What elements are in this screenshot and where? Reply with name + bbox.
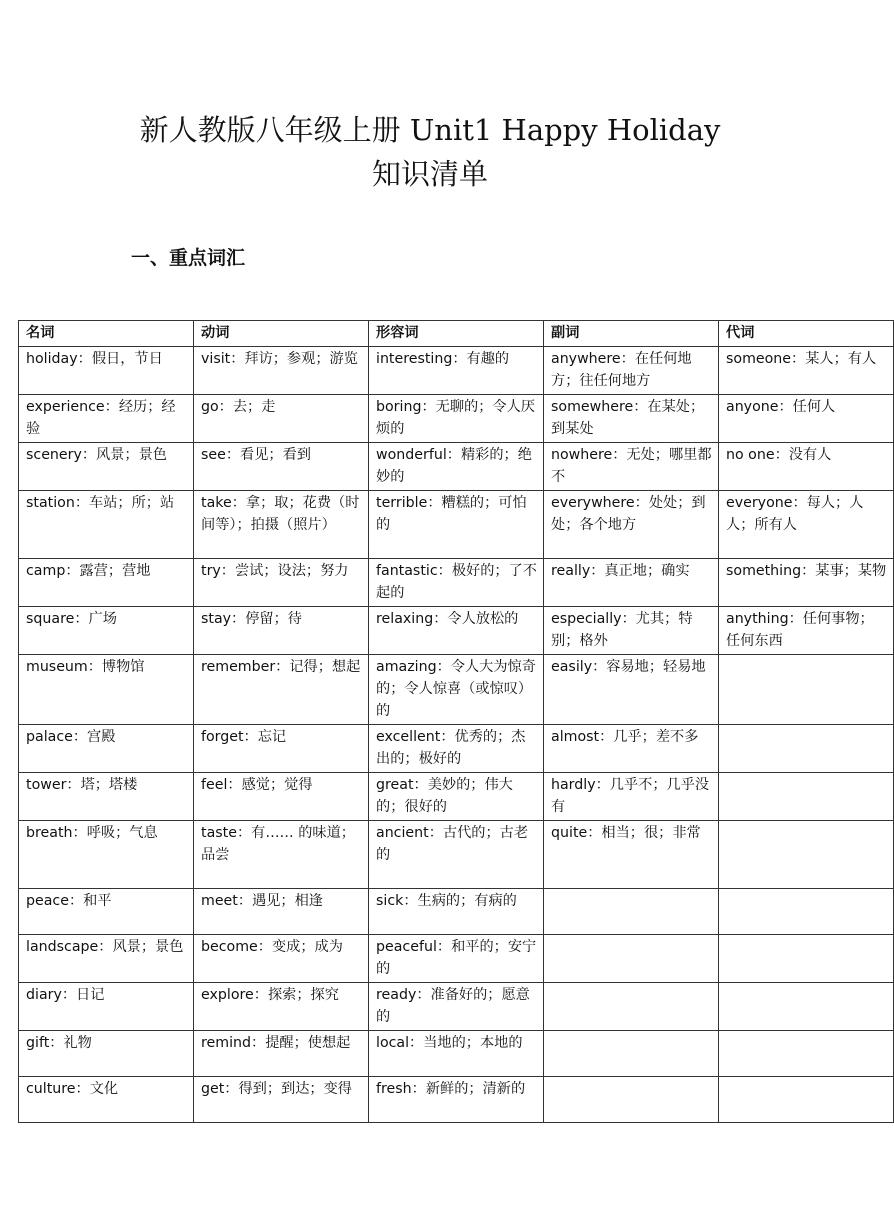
table-row [19,1031,894,1077]
table-row [19,443,894,491]
adjective-cell: great：美妙的；伟大的；很好的 [369,773,544,821]
adjective-cell: excellent：优秀的；杰出的；极好的 [369,725,544,773]
adverb-cell: especially：尤其；特别；格外 [544,607,719,655]
noun-cell: palace：宫殿 [19,725,194,773]
pronoun-cell [719,1031,894,1077]
table-row [19,773,894,821]
verb-cell: forget：忘记 [194,725,369,773]
adverb-cell: easily：容易地；轻易地 [544,655,719,725]
adjective-cell: relaxing：令人放松的 [369,607,544,655]
verb-cell: get：得到；到达；变得 [194,1077,369,1123]
adverb-cell [544,889,719,935]
table-row [19,559,894,607]
adjective-cell: interesting：有趣的 [369,347,544,395]
adjective-cell: fantastic：极好的；了不起的 [369,559,544,607]
pronoun-cell: something：某事；某物 [719,559,894,607]
adjective-cell: local：当地的；本地的 [369,1031,544,1077]
verb-cell: try：尝试；设法；努力 [194,559,369,607]
adjective-cell: ancient：古代的；古老的 [369,821,544,889]
pronoun-cell [719,889,894,935]
verb-cell: remind：提醒；使想起 [194,1031,369,1077]
document-title: 新人教版八年级上册 Unit1 Happy Holiday [139,113,721,147]
vocabulary-table [18,320,894,1123]
adverb-cell: almost：几乎；差不多 [544,725,719,773]
pronoun-cell [719,773,894,821]
noun-cell: landscape：风景；景色 [19,935,194,983]
adjective-cell: sick：生病的；有病的 [369,889,544,935]
verb-cell: remember：记得；想起 [194,655,369,725]
verb-cell: see：看见；看到 [194,443,369,491]
header-adverb: 副词 [544,321,719,347]
header-pronoun: 代词 [719,321,894,347]
table-row [19,935,894,983]
header-noun: 名词 [19,321,194,347]
noun-cell: square：广场 [19,607,194,655]
pronoun-cell: anything：任何事物；任何东西 [719,607,894,655]
adjective-cell: boring：无聊的；令人厌烦的 [369,395,544,443]
adjective-cell: terrible：糟糕的；可怕的 [369,491,544,559]
table-row [19,1077,894,1123]
table-row [19,607,894,655]
header-adjective: 形容词 [369,321,544,347]
adjective-cell: ready：准备好的；愿意的 [369,983,544,1031]
table-row [19,395,894,443]
adjective-cell: wonderful：精彩的；绝妙的 [369,443,544,491]
adverb-cell [544,1031,719,1077]
noun-cell: scenery：风景；景色 [19,443,194,491]
table-row [19,889,894,935]
verb-cell: explore：探索；探究 [194,983,369,1031]
adjective-cell: amazing：令人大为惊奇的；令人惊喜（或惊叹）的 [369,655,544,725]
adverb-cell [544,983,719,1031]
table-row [19,821,894,889]
pronoun-cell: everyone：每人；人人；所有人 [719,491,894,559]
noun-cell: peace：和平 [19,889,194,935]
noun-cell: camp：露营；营地 [19,559,194,607]
adverb-cell: nowhere：无处；哪里都不 [544,443,719,491]
noun-cell: museum：博物馆 [19,655,194,725]
section-heading: 一、重点词汇 [131,247,246,269]
table-header-row [19,321,894,347]
adverb-cell: everywhere：处处；到处；各个地方 [544,491,719,559]
noun-cell: culture：文化 [19,1077,194,1123]
verb-cell: go：去；走 [194,395,369,443]
adjective-cell: peaceful：和平的；安宁的 [369,935,544,983]
verb-cell: taste：有…… 的味道；品尝 [194,821,369,889]
pronoun-cell [719,821,894,889]
adverb-cell: anywhere：在任何地方；往任何地方 [544,347,719,395]
table-row [19,725,894,773]
verb-cell: stay：停留；待 [194,607,369,655]
pronoun-cell: someone：某人；有人 [719,347,894,395]
adverb-cell: quite：相当；很；非常 [544,821,719,889]
noun-cell: holiday：假日，节日 [19,347,194,395]
noun-cell: experience：经历；经验 [19,395,194,443]
verb-cell: become：变成；成为 [194,935,369,983]
pronoun-cell: no one：没有人 [719,443,894,491]
noun-cell: gift：礼物 [19,1031,194,1077]
pronoun-cell [719,983,894,1031]
adverb-cell: somewhere：在某处；到某处 [544,395,719,443]
noun-cell: tower：塔；塔楼 [19,773,194,821]
adjective-cell: fresh：新鲜的；清新的 [369,1077,544,1123]
adverb-cell [544,935,719,983]
pronoun-cell [719,935,894,983]
table-row [19,347,894,395]
adverb-cell: hardly：几乎不；几乎没有 [544,773,719,821]
adverb-cell: really：真正地；确实 [544,559,719,607]
verb-cell: visit：拜访；参观；游览 [194,347,369,395]
table-row [19,983,894,1031]
header-verb: 动词 [194,321,369,347]
pronoun-cell [719,725,894,773]
verb-cell: take：拿；取；花费（时间等）；拍摄（照片） [194,491,369,559]
table-row [19,491,894,559]
pronoun-cell: anyone：任何人 [719,395,894,443]
document-subtitle: 知识清单 [371,157,488,191]
verb-cell: feel：感觉；觉得 [194,773,369,821]
noun-cell: breath：呼吸；气息 [19,821,194,889]
noun-cell: diary：日记 [19,983,194,1031]
verb-cell: meet：遇见；相逢 [194,889,369,935]
pronoun-cell [719,655,894,725]
table-row [19,655,894,725]
noun-cell: station：车站；所；站 [19,491,194,559]
pronoun-cell [719,1077,894,1123]
adverb-cell [544,1077,719,1123]
